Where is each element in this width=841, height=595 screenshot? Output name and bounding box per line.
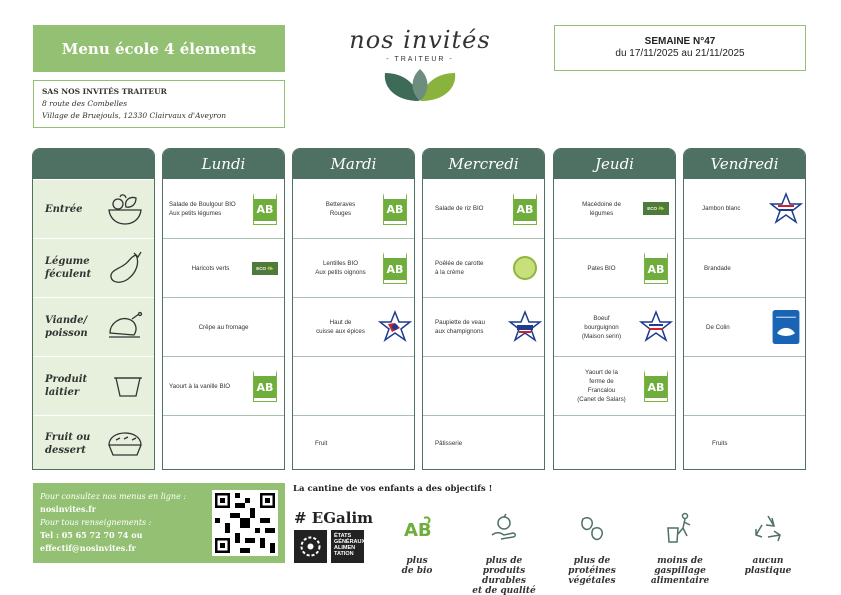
goal-proteines-vegetales — [561, 500, 623, 595]
ab-label-icon: AB — [252, 192, 278, 226]
day-header: Mercredi — [423, 149, 544, 179]
etats-generaux-logo: ÉTATS GÉNÉRAUX ALIMEN TATION — [331, 530, 364, 563]
company-address-line2: Village de Bruejouls, 12330 Clairvaux d'Aveyron — [42, 111, 227, 120]
day-column-jeudi — [553, 148, 676, 470]
ab-label-icon: AB — [643, 369, 669, 403]
goal-label: plus de produits durables et de qualité — [472, 556, 536, 595]
online-menu-text: Pour consultez nos menus en ligne : — [40, 492, 187, 501]
menu-cell — [684, 179, 805, 238]
category-label: Produit laitier — [45, 374, 88, 398]
day-header: Lundi — [163, 149, 284, 179]
info-text: Pour tous renseignements : — [40, 518, 152, 527]
category-label: Viande/ poisson — [45, 315, 88, 339]
apple-hand-icon — [489, 513, 519, 543]
menu-item: Betteraves Rouges — [325, 200, 356, 217]
category-label: Fruit ou dessert — [45, 431, 91, 456]
ab-label-icon: AB — [252, 369, 278, 403]
menu-cell — [423, 297, 544, 356]
company-name: SAS NOS INVITÉS TRAITEUR — [42, 87, 167, 96]
beans-icon — [577, 513, 607, 543]
yogurt-pot-icon — [112, 372, 144, 400]
menu-item: Paupiette de veau aux champignons — [435, 319, 485, 335]
contact-box — [33, 483, 285, 563]
hve-label-icon — [512, 251, 538, 285]
trash-bin-icon — [665, 512, 695, 544]
category-row — [33, 415, 154, 470]
menu-item: Pates BIO — [587, 264, 616, 272]
day-column-mardi — [292, 148, 415, 470]
roast-chicken-icon — [106, 311, 144, 343]
menu-cell — [554, 415, 675, 470]
menu-item: Haut de cuisse aux épices — [316, 319, 365, 335]
ecocert-icon: ECO ❧ — [252, 251, 278, 285]
menu-item: Yaourt à la vanille BIO — [169, 382, 231, 390]
menu-item: De Colin — [706, 323, 730, 331]
menu-cell — [684, 238, 805, 297]
goal-label: aucun plastique — [744, 556, 792, 576]
company-address-line1: 8 route des Combelles — [42, 99, 128, 108]
menu-title: Menu école 4 élements — [33, 25, 285, 72]
website-link[interactable]: nosinvites.fr — [40, 504, 96, 514]
menu-item: Salade de riz BIO — [435, 205, 484, 212]
category-label: Légume féculent — [45, 256, 92, 280]
eggplant-icon — [106, 249, 144, 287]
salad-bowl-icon — [106, 192, 144, 226]
goal-produits-durables — [463, 500, 545, 595]
menu-cell — [684, 415, 805, 470]
qr-code[interactable] — [212, 490, 278, 556]
recycle-icon — [752, 513, 784, 543]
menu-cell — [293, 415, 414, 470]
pie-icon — [106, 429, 144, 459]
goal-moins-gaspillage — [644, 500, 716, 595]
ab-label-icon: AB — [382, 192, 408, 226]
menu-cell — [163, 297, 284, 356]
egalim-logos — [294, 530, 364, 563]
menu-cell — [554, 179, 675, 238]
menu-cell — [163, 356, 284, 415]
menu-cell — [554, 297, 675, 356]
ecocert-icon: ECO ❧ — [643, 192, 669, 226]
menu-cell — [293, 238, 414, 297]
menu-item: Macédoine de légumes — [582, 200, 621, 217]
menu-cell — [293, 356, 414, 415]
menu-item: Brandade — [704, 264, 731, 272]
svg-text:AB: AB — [404, 520, 432, 541]
week-number: SEMAINE N°47 — [644, 36, 716, 47]
day-header: Mardi — [293, 149, 414, 179]
menu-item: Fruits — [712, 440, 728, 447]
goal-aucun-plastique — [740, 500, 796, 586]
menu-cell — [163, 415, 284, 470]
menu-cell — [684, 356, 805, 415]
day-column-mercredi — [422, 148, 545, 470]
category-row — [33, 179, 154, 238]
menu-cell — [293, 297, 414, 356]
egalim-emblem-icon — [294, 530, 327, 563]
brand-logo — [340, 26, 500, 116]
menu-item: Lentilles BIO Aux petits oignons — [315, 260, 366, 276]
category-row — [33, 356, 154, 415]
week-dates: du 17/11/2025 au 21/11/2025 — [615, 48, 745, 59]
goal-label: plus de bio — [401, 556, 433, 576]
category-label: Entrée — [45, 203, 83, 215]
leaves-icon — [375, 67, 465, 103]
menu-item: Pâtisserie — [435, 440, 463, 447]
le-porc-francais-icon — [773, 192, 799, 226]
company-info — [33, 80, 285, 128]
menu-item: Haricots verts — [191, 264, 230, 272]
menu-cell — [684, 297, 805, 356]
ab-leaf-icon — [402, 514, 432, 542]
menu-item: Poêlée de carotte à la crème — [435, 260, 484, 276]
category-row — [33, 297, 154, 356]
ab-label-icon: AB — [512, 192, 538, 226]
menu-cell — [554, 238, 675, 297]
category-row — [33, 238, 154, 297]
menu-cell — [163, 238, 284, 297]
egalim-tag: # EGalim — [294, 509, 374, 527]
category-header — [33, 149, 154, 179]
menu-cell — [423, 415, 544, 470]
goal-plus-de-bio — [392, 500, 442, 586]
ab-label-icon: AB — [643, 251, 669, 285]
menu-cell — [554, 356, 675, 415]
menu-cell — [423, 356, 544, 415]
menu-item: Crêpe au fromage — [198, 323, 249, 331]
email-link[interactable]: effectif@nosinvites.fr — [40, 543, 136, 553]
menu-item: Jambon blanc — [702, 205, 741, 212]
day-header: Vendredi — [684, 149, 805, 179]
category-column — [32, 148, 155, 470]
brand-subtitle: - TRAITEUR - — [386, 56, 454, 63]
viande-bovine-francaise-icon — [643, 310, 669, 344]
menu-item: Fruit — [315, 440, 328, 447]
msc-label-icon — [773, 310, 799, 344]
day-header: Jeudi — [554, 149, 675, 179]
menu-item: Boeuf bourguignon (Maison serin) — [581, 314, 622, 340]
viande-de-veau-francaise-icon — [512, 310, 538, 344]
week-info — [554, 25, 806, 71]
goal-label: moins de gaspillage alimentaire — [650, 556, 710, 586]
menu-cell — [163, 179, 284, 238]
goals-title: La cantine de vos enfants a des objectifs ! — [293, 484, 493, 494]
menu-item: Salade de Boulgour BIO Aux petits légumes — [169, 200, 236, 217]
menu-cell — [293, 179, 414, 238]
menu-cell — [423, 238, 544, 297]
day-column-vendredi — [683, 148, 806, 470]
day-column-lundi — [162, 148, 285, 470]
ab-label-icon: AB — [382, 251, 408, 285]
phone-number: Tel : 05 65 72 70 74 ou — [40, 530, 143, 540]
menu-cell — [423, 179, 544, 238]
brand-name: nos invités — [349, 26, 491, 54]
volaille-francaise-icon — [382, 310, 408, 344]
menu-item: Yaourt de la ferme de Francalou (Canet de Salars) — [577, 369, 626, 403]
goal-label: plus de protéines végétales — [568, 556, 616, 586]
